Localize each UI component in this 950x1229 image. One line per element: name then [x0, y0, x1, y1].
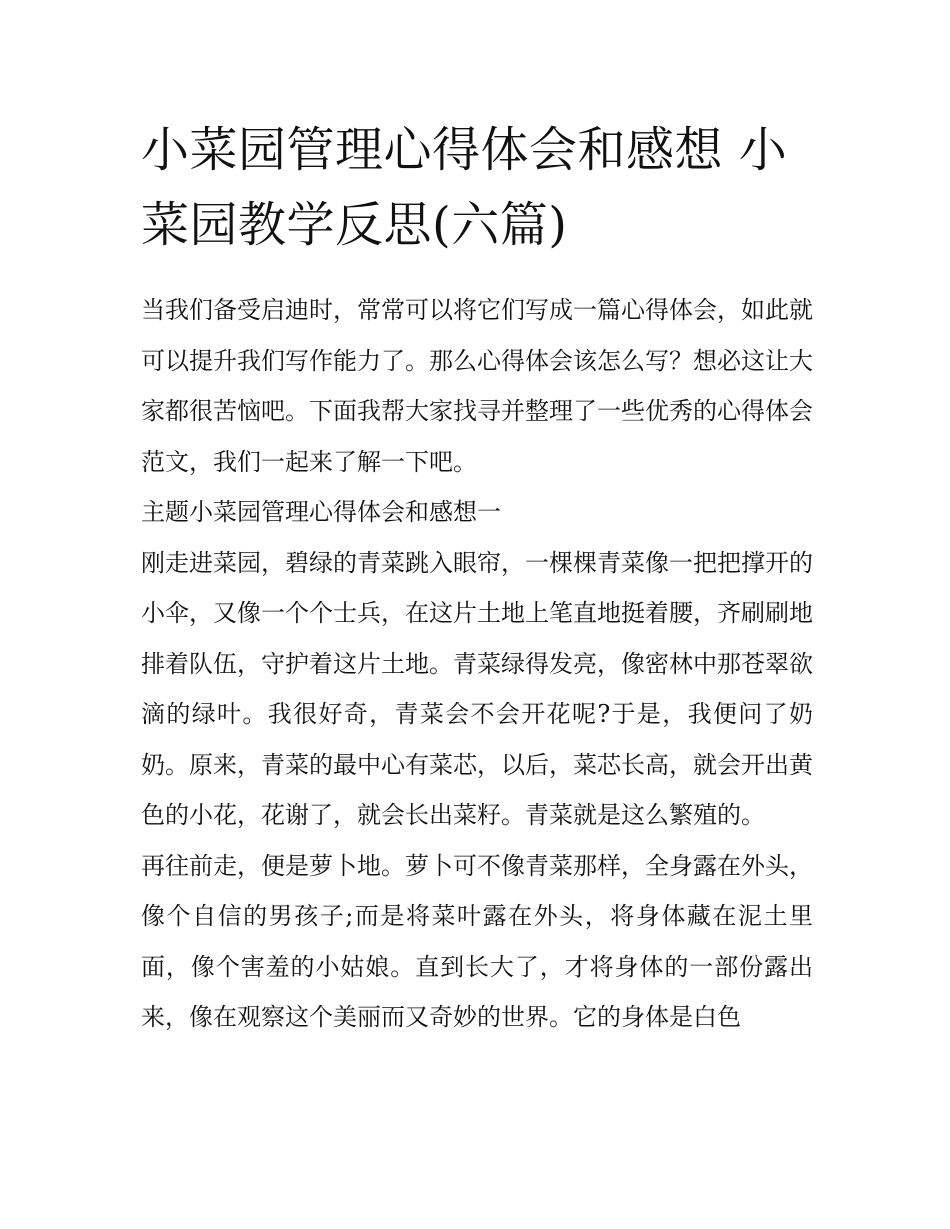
body-paragraph-radish: 再往前走，便是萝卜地。萝卜可不像青菜那样，全身露在外头，像个自信的男孩子;而是将菜叶露在外头，将身体藏在泥土里面，像个害羞的小姑娘。直到长大了，才将身体的一部份露出来，像在观察这个美丽而又奇妙的世界。它的身体是白色	[141, 851, 813, 1031]
intro-paragraph: 当我们备受启迪时，常常可以将它们写成一篇心得体会，如此就可以提升我们写作能力了。那么心得体会该怎么写？想必这让大家都很苦恼吧。下面我帮大家找寻并整理了一些优秀的心得体会范文，我们一起来了解一下吧。	[141, 296, 813, 476]
section-heading: 主题小菜园管理心得体会和感想一	[141, 498, 501, 526]
document-title: 小菜园管理心得体会和感想 小菜园教学反思(六篇)	[141, 122, 788, 253]
document-content	[141, 113, 813, 1043]
body-paragraph-greens: 刚走进菜园，碧绿的青菜跳入眼帘，一棵棵青菜像一把把撑开的小伞，又像一个个士兵，在这片土地上笔直地挺着腰，齐刷刷地排着队伍，守护着这片土地。青菜绿得发亮，像密林中那苍翠欲滴的绿叶。我很好奇，青菜会不会开花呢?于是，我便问了奶奶。原来，青菜的最中心有菜芯，以后，菜芯长高，就会开出黄色的小花，花谢了，就会长出菜籽。青菜就是这么繁殖的。	[141, 548, 813, 829]
